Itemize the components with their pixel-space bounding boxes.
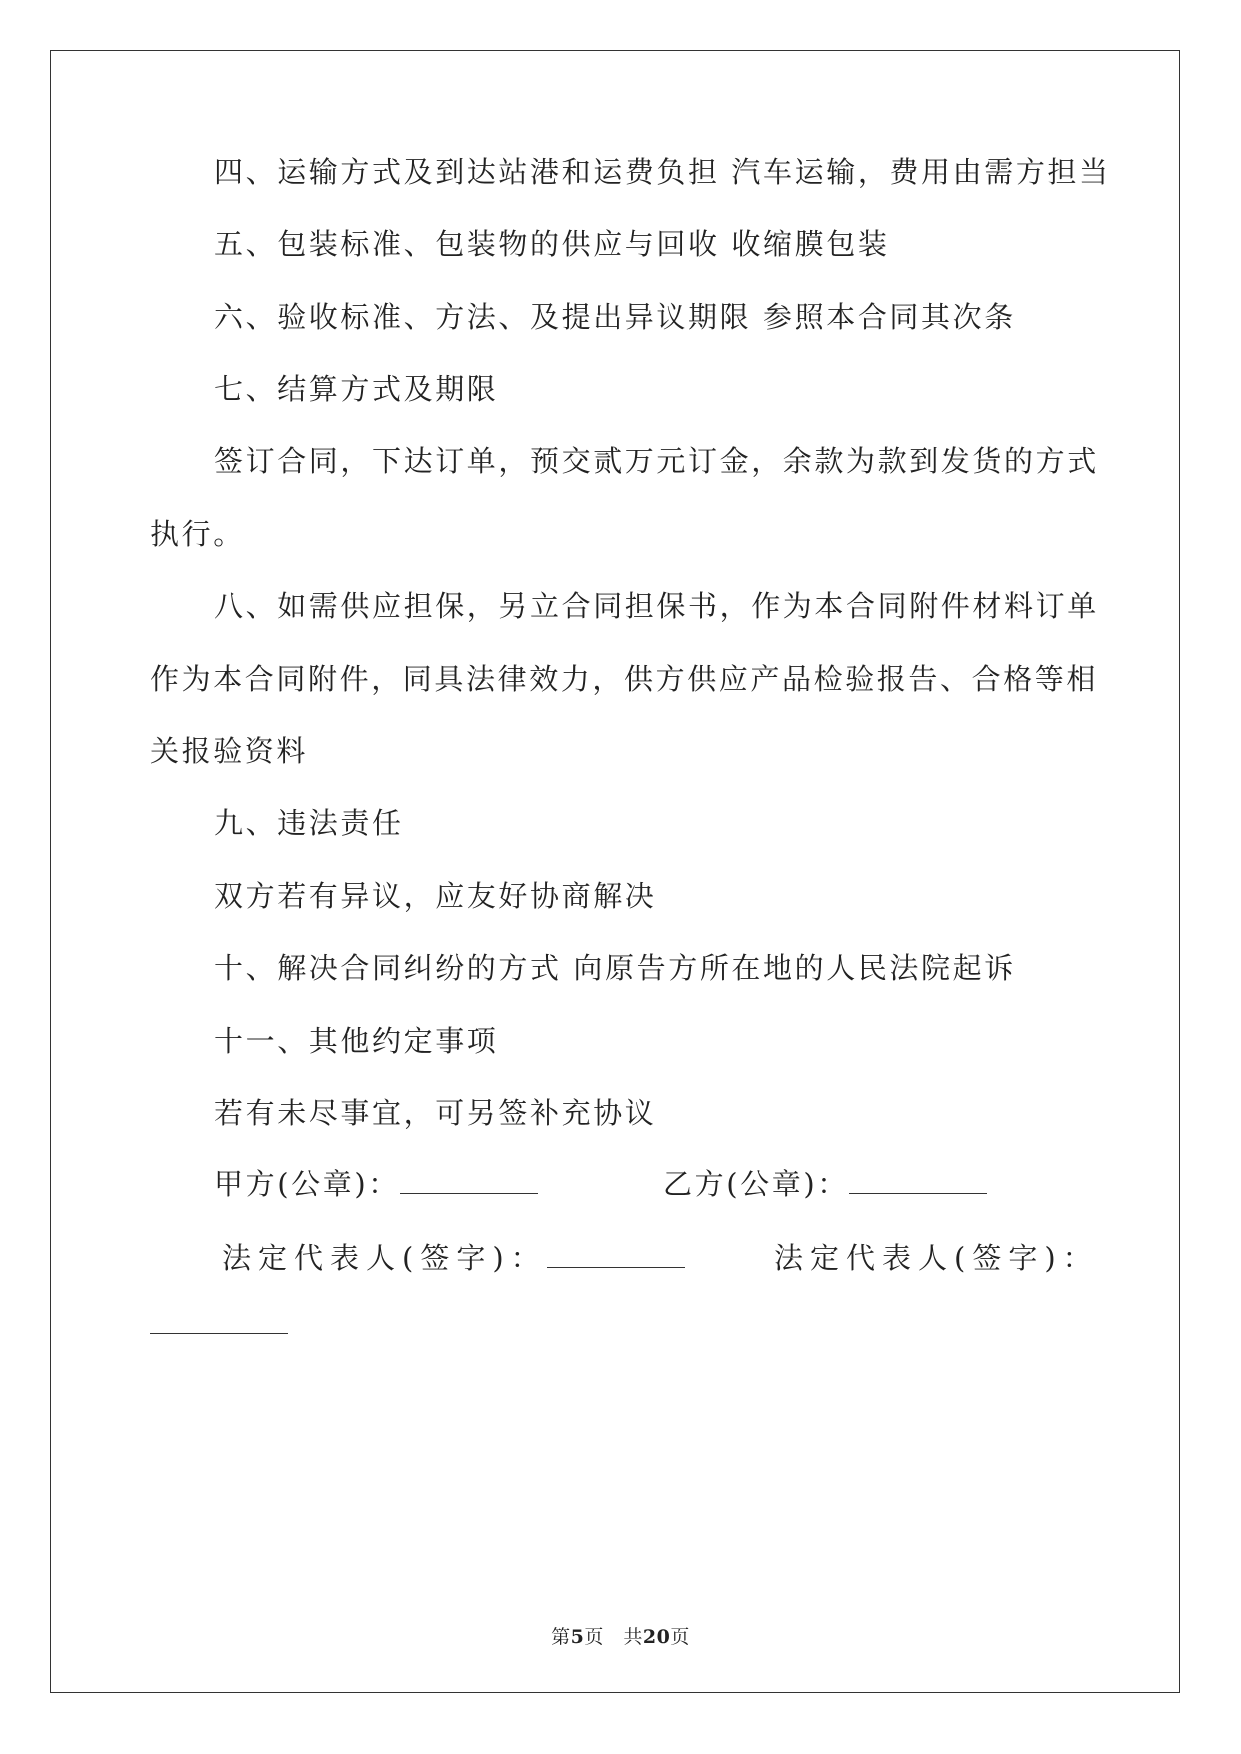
clause-7: 七、结算方式及期限 xyxy=(214,372,499,406)
clause-11-body: 若有未尽事宜，可另签补充协议 xyxy=(214,1096,657,1130)
clause-6: 六、验收标准、方法、及提出异议期限 参照本合同其次条 xyxy=(214,300,1016,334)
party-b-rep-blank[interactable] xyxy=(150,1307,288,1334)
party-a-rep-blank[interactable] xyxy=(547,1241,685,1268)
party-b-seal-row xyxy=(663,1164,987,1204)
party-b-seal-label: 乙方(公章)： xyxy=(663,1167,849,1201)
clause-8-line-1: 八、如需供应担保，另立合同担保书，作为本合同附件材料订单 xyxy=(214,589,1099,623)
footer-mid: 页 共 xyxy=(584,1626,643,1648)
party-b-rep-blank-row xyxy=(150,1304,288,1344)
party-a-rep-label: 法定代表人(签字)： xyxy=(222,1241,547,1275)
clause-9-body: 双方若有异议，应友好协商解决 xyxy=(214,879,657,913)
clause-10: 十、解决合同纠纷的方式 向原告方所在地的人民法院起诉 xyxy=(214,951,1016,985)
clause-4: 四、运输方式及到达站港和运费负担 汽车运输，费用由需方担当 xyxy=(214,155,1111,189)
clause-8-line-2: 作为本合同附件，同具法律效力，供方供应产品检验报告、合格等相 xyxy=(150,662,1099,696)
clause-5: 五、包装标准、包装物的供应与回收 收缩膜包装 xyxy=(214,227,890,261)
footer-suffix: 页 xyxy=(670,1626,690,1648)
party-b-seal-blank[interactable] xyxy=(849,1167,987,1194)
footer-total-pages: 20 xyxy=(642,1626,671,1648)
party-a-seal-blank[interactable] xyxy=(400,1167,538,1194)
footer-prefix: 第 xyxy=(551,1626,571,1648)
party-a-seal-row xyxy=(214,1164,538,1204)
footer-page-number: 5 xyxy=(570,1626,585,1648)
party-a-rep-row xyxy=(222,1238,685,1278)
clause-7-body-line-1: 签订合同，下达订单，预交贰万元订金，余款为款到发货的方式 xyxy=(214,444,1099,478)
party-b-rep-row xyxy=(774,1238,1099,1278)
clause-9: 九、违法责任 xyxy=(214,806,404,840)
clause-7-body-line-2: 执行。 xyxy=(150,517,245,551)
clause-11: 十一、其他约定事项 xyxy=(214,1024,499,1058)
page-footer xyxy=(0,1622,1241,1649)
clause-8-line-3: 关报验资料 xyxy=(150,734,309,768)
party-a-seal-label: 甲方(公章)： xyxy=(214,1167,400,1201)
party-b-rep-label: 法定代表人(签字)： xyxy=(774,1241,1099,1275)
